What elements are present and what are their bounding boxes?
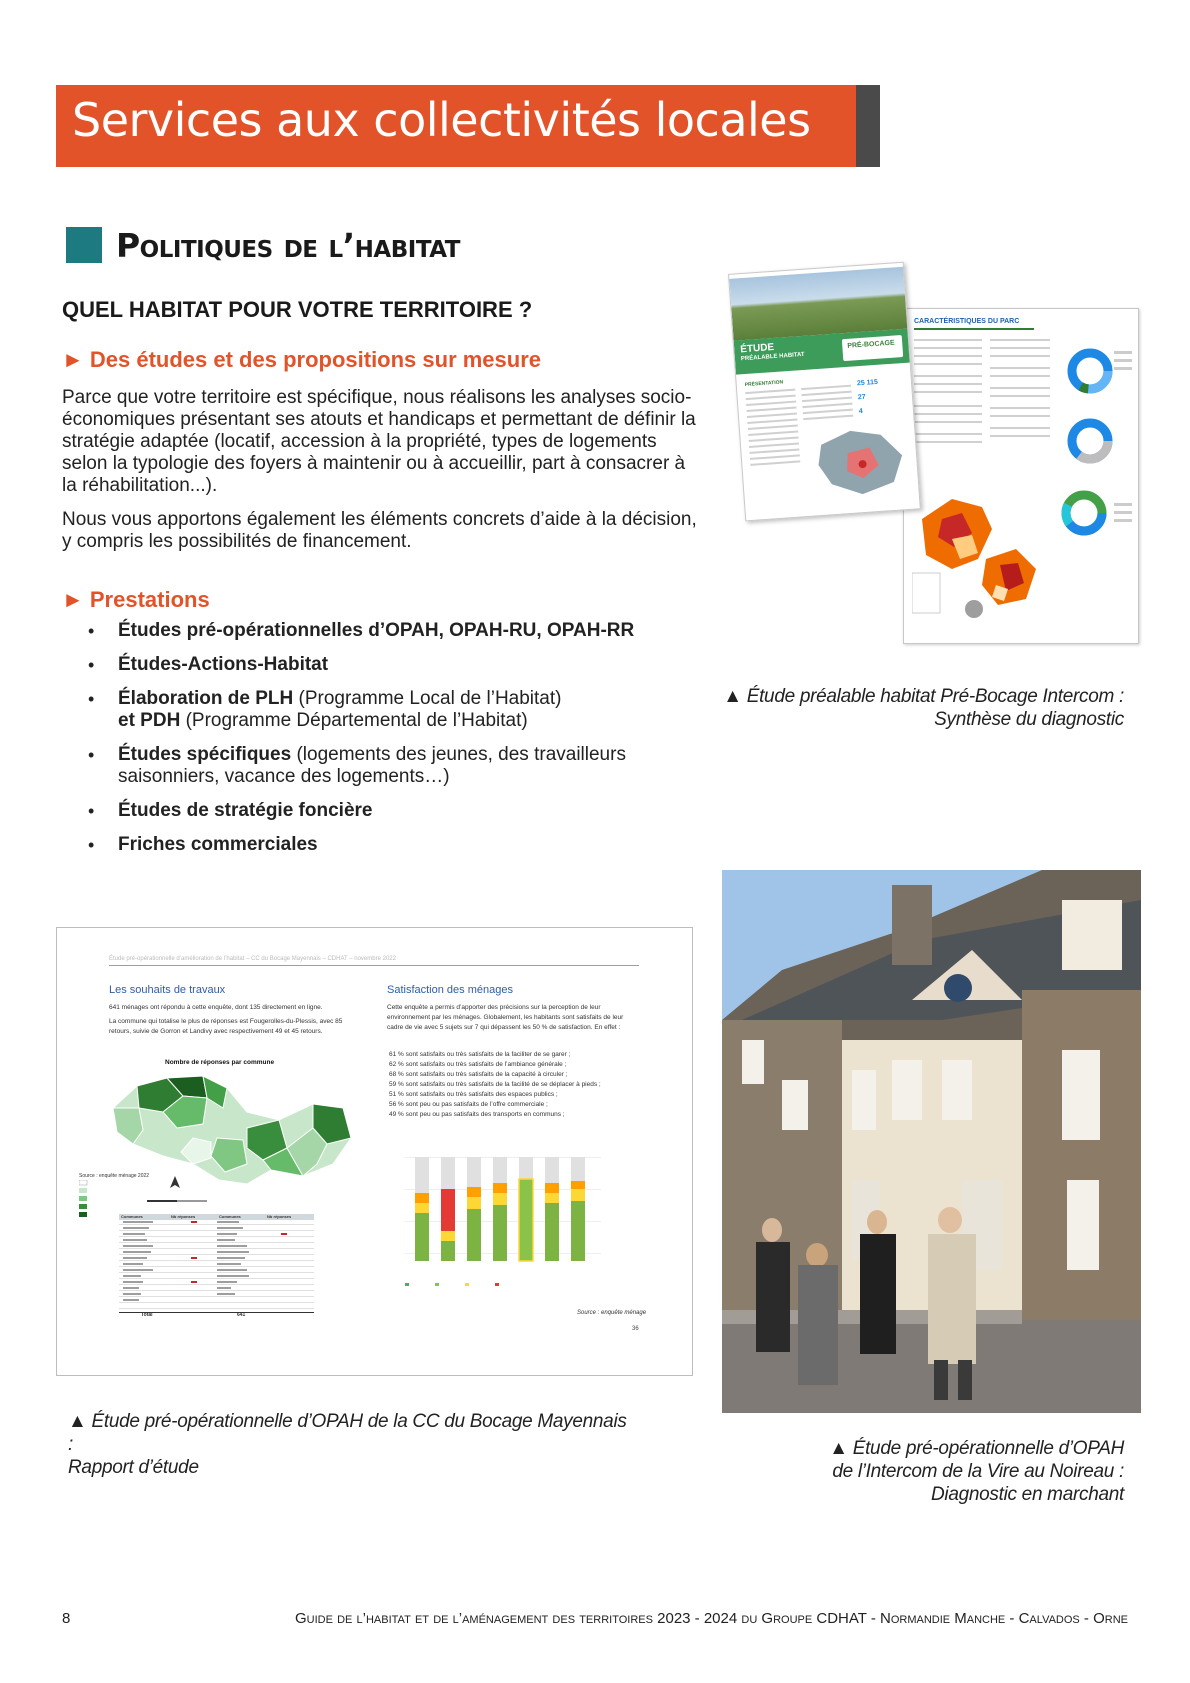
report-page-figure bbox=[56, 927, 693, 1376]
map-source: Source : enquête ménage 2022 bbox=[79, 1173, 150, 1179]
table-header: Nb réponses bbox=[171, 1214, 196, 1219]
diagnostic-page bbox=[903, 308, 1139, 644]
report-header: Étude pré-opérationnelle d’amélioration de l’habitat – CC du Bocage Mayennais – CDHAT – novembre 2022 bbox=[109, 956, 396, 962]
studies-heading: ► Des études et des propositions sur mesure bbox=[62, 347, 542, 372]
table-total-label: Total bbox=[141, 1312, 153, 1318]
table-header: Nb réponses bbox=[267, 1214, 292, 1219]
cover-title: ÉTUDE bbox=[739, 341, 775, 356]
footer-text: Guide de l’habitat et de l’aménagement des territoires 2023 - 2024 du Groupe CDHAT - Normandie Manche - Calvados - Orne bbox=[294, 1610, 1128, 1627]
list-item: 56 % sont peu ou pas satisfaits de l’offre commerciale ; bbox=[389, 1101, 548, 1108]
commune-maps bbox=[912, 489, 1052, 639]
study-cover-page bbox=[728, 262, 921, 522]
list-item: • Friches commerciales bbox=[88, 834, 728, 856]
list-item: • Élaboration de PLH (Programme Local de l’Habitat) et PDH (Programme Départemental de l’Habitat) bbox=[88, 688, 728, 732]
street-scene-image bbox=[722, 870, 1141, 1413]
map-legend bbox=[79, 1180, 93, 1224]
cover-stat: 27 bbox=[857, 393, 866, 402]
list-item: • Études de stratégie foncière bbox=[88, 800, 728, 822]
banner-title: Services aux collectivités locales bbox=[72, 93, 811, 147]
cover-logo-text: PRÉ-BOCAGE bbox=[847, 339, 895, 350]
cover-section-label: PRÉSENTATION bbox=[744, 379, 784, 389]
question-heading: QUEL HABITAT POUR VOTRE TERRITOIRE ? bbox=[62, 297, 533, 322]
cover-map bbox=[810, 419, 915, 506]
list-item: 59 % sont satisfaits ou très satisfaits de la facilité de se déplacer à pieds ; bbox=[389, 1081, 601, 1088]
north-arrow-icon bbox=[147, 1174, 217, 1208]
header-banner-accent bbox=[856, 85, 880, 167]
responses-table bbox=[119, 1214, 314, 1320]
list-item: • Études spécifiques (logements des jeunes, des travailleurs saisonniers, vacance des logements…) bbox=[88, 744, 728, 788]
report-right-text: Cette enquête a permis d’apporter des précisions sur la perception de leur environnement par les ménages. Globalement, les habitants sont satisfaits de leur cadre de vie avec 5 sujets sur 7 qui dépassent les 50 % de satisfaction. En effet : bbox=[387, 1004, 624, 1031]
donut-charts bbox=[1054, 331, 1136, 561]
report-left-text: 641 ménages ont répondu à cette enquête, dont 135 directement en ligne. bbox=[109, 1004, 323, 1011]
table-total-value: 641 bbox=[237, 1312, 246, 1318]
report-page-number: 36 bbox=[632, 1326, 639, 1332]
prestations-list bbox=[88, 620, 728, 868]
studies-paragraph-1: Parce que votre territoire est spécifique, nous réalisons les analyses socio-économiques présentant ses atouts et handicaps et permettant de définir la stratégie adaptée (locatif, accession à la propriété, types de logements selon la typologie des foyers à maintenir ou à accueillir, part à consacrer à la réhabilitation...). bbox=[62, 387, 696, 496]
figure-2-caption: ▲ Étude pré-opérationnelle d’OPAH de la CC du Bocage Mayennais : Rapport d’étude bbox=[68, 1411, 627, 1478]
section-square-icon bbox=[66, 227, 102, 263]
satisfaction-bar-chart bbox=[387, 1153, 607, 1303]
report-header-rule bbox=[109, 965, 639, 966]
site-visit-photo bbox=[722, 870, 1141, 1413]
cover-subtitle: PRÉALABLE HABITAT bbox=[740, 351, 805, 363]
list-item: 61 % sont satisfaits ou très satisfaits de la faciliter de se garer ; bbox=[389, 1051, 571, 1058]
report-left-title: Les souhaits de travaux bbox=[109, 984, 226, 996]
map-title: Nombre de réponses par commune bbox=[165, 1059, 275, 1066]
satisfaction-list bbox=[389, 1050, 639, 1120]
title-rule bbox=[914, 328, 1034, 330]
list-item: 62 % sont satisfaits ou très satisfaits de l’ambiance générale ; bbox=[389, 1061, 567, 1068]
studies-paragraph-2: Nous vous apportons également les éléments concrets d’aide à la décision, y compris les possibilités de financement. bbox=[62, 509, 697, 552]
prestations-heading: ► Prestations bbox=[62, 587, 210, 612]
cover-stat: 25 115 bbox=[856, 378, 879, 388]
list-item: 68 % sont satisfaits ou très satisfaits de la capacité à circuler ; bbox=[389, 1071, 568, 1078]
figure-3-caption: ▲ Étude pré-opérationnelle d’OPAH de l’Intercom de la Vire au Noireau : Diagnostic en marchant bbox=[829, 1438, 1124, 1505]
report-left-text: La commune qui totalise le plus de réponses est Fougerolles-du-Plessis, avec 85 retours, suivie de Gorron et Landivy avec respectivement 49 et 45 retours. bbox=[109, 1018, 343, 1035]
list-item: • Études pré-opérationnelles d’OPAH, OPAH-RU, OPAH-RR bbox=[88, 620, 728, 642]
chart-source: Source : enquête ménage bbox=[577, 1310, 647, 1316]
list-item: 49 % sont peu ou pas satisfaits des transports en communs ; bbox=[389, 1111, 565, 1118]
list-item: 51 % sont satisfaits ou très satisfaits des espaces publics ; bbox=[389, 1091, 558, 1098]
list-item: • Études-Actions-Habitat bbox=[88, 654, 728, 676]
cover-stat: 4 bbox=[858, 407, 864, 416]
page-number: 8 bbox=[62, 1610, 71, 1627]
section-title: Politiques de l’habitat bbox=[116, 226, 460, 265]
table-header: Communes bbox=[121, 1214, 143, 1219]
figure-1-caption: ▲ Étude préalable habitat Pré-Bocage Intercom : Synthèse du diagnostic bbox=[723, 686, 1124, 730]
report-right-title: Satisfaction des ménages bbox=[387, 984, 513, 996]
table-header: Communes bbox=[219, 1214, 241, 1219]
study-cover-figure bbox=[720, 270, 1140, 650]
diagnostic-page-title: CARACTÉRISTIQUES DU PARC bbox=[914, 318, 1020, 325]
